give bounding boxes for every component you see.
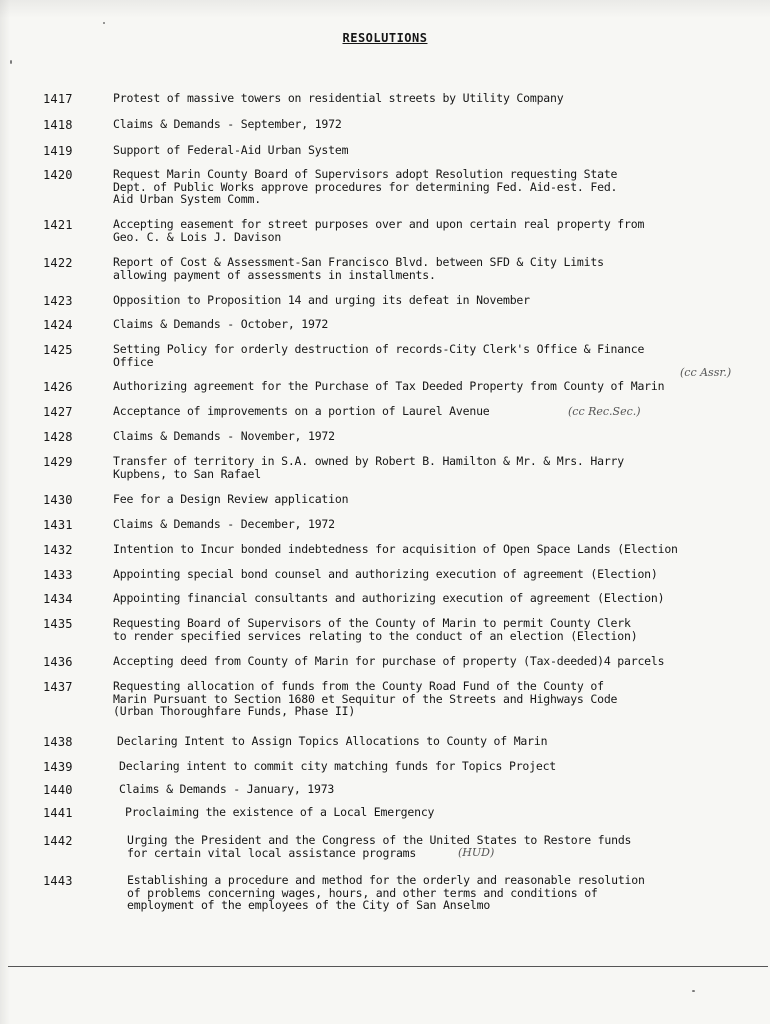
resolution-description: Protest of massive towers on residential streets by Utility Company <box>113 91 564 105</box>
resolution-description: Opposition to Proposition 14 and urging its defeat in November <box>113 293 530 307</box>
resolution-number: 1426 <box>43 380 73 394</box>
resolution-description: Establishing a procedure and method for the orderly and reasonable resolution of problems concerning wages, hours, and other terms and conditions of employment of the employees of the City of San Anselmo <box>127 873 645 912</box>
handwritten-annotation: (cc Assr.) <box>680 366 732 379</box>
resolution-description: Requesting Board of Supervisors of the County of Marin to permit County Clerk to render specified services relating to the conduct of an election (Election) <box>113 616 638 643</box>
resolution-number: 1428 <box>43 430 73 444</box>
resolution-description: Authorizing agreement for the Purchase of Tax Deeded Property from County of Marin <box>113 379 665 393</box>
resolution-number: 1424 <box>43 318 73 332</box>
resolution-number: 1441 <box>43 806 73 820</box>
resolution-description: Request Marin County Board of Supervisors adopt Resolution requesting State Dept. of Public Works approve procedures for determining Fed. Aid-est. Fed. Aid Urban System Comm. <box>113 167 618 206</box>
resolution-description: Proclaiming the existence of a Local Emergency <box>125 805 435 819</box>
resolution-description: Declaring intent to commit city matching funds for Topics Project <box>119 759 557 773</box>
resolution-number: 1443 <box>43 874 73 888</box>
resolution-description: Claims & Demands - December, 1972 <box>113 517 335 531</box>
resolution-number: 1440 <box>43 783 73 797</box>
resolution-number: 1421 <box>43 218 73 232</box>
resolution-description: Claims & Demands - September, 1972 <box>113 117 342 131</box>
resolution-description: Fee for a Design Review application <box>113 492 349 506</box>
resolution-number: 1419 <box>43 144 73 158</box>
resolution-description: Transfer of territory in S.A. owned by Robert B. Hamilton & Mr. & Mrs. Harry Kupbens, to San Rafael <box>113 454 624 481</box>
resolution-number: 1420 <box>43 168 73 182</box>
resolution-number: 1431 <box>43 518 73 532</box>
resolution-description: Urging the President and the Congress of the United States to Restore funds for certain vital local assistance programs <box>127 833 632 860</box>
resolution-number: 1432 <box>43 543 73 557</box>
scan-speck <box>103 22 105 24</box>
resolution-number: 1429 <box>43 455 73 469</box>
scan-speck <box>692 990 695 992</box>
resolution-number: 1435 <box>43 617 73 631</box>
resolution-number: 1423 <box>43 294 73 308</box>
resolution-description: Claims & Demands - January, 1973 <box>119 782 335 796</box>
resolution-number: 1430 <box>43 493 73 507</box>
handwritten-annotation: (cc Rec.Sec.) <box>568 405 641 418</box>
handwritten-annotation: (HUD) <box>458 846 495 859</box>
resolution-number: 1436 <box>43 655 73 669</box>
resolution-number: 1439 <box>43 760 73 774</box>
resolution-description: Acceptance of improvements on a portion of Laurel Avenue <box>113 404 490 418</box>
resolution-description: Appointing special bond counsel and authorizing execution of agreement (Election) <box>113 567 658 581</box>
resolution-number: 1433 <box>43 568 73 582</box>
resolution-description: Declaring Intent to Assign Topics Allocations to County of Marin <box>117 734 548 748</box>
resolution-number: 1437 <box>43 680 73 694</box>
resolution-description: Accepting deed from County of Marin for purchase of property (Tax-deeded)4 parcels <box>113 654 665 668</box>
resolution-number: 1418 <box>43 118 73 132</box>
resolution-number: 1422 <box>43 256 73 270</box>
resolution-number: 1438 <box>43 735 73 749</box>
resolution-number: 1434 <box>43 592 73 606</box>
resolution-description: Claims & Demands - October, 1972 <box>113 317 329 331</box>
page-title: RESOLUTIONS <box>342 31 428 45</box>
resolution-number: 1442 <box>43 834 73 848</box>
resolution-description: Requesting allocation of funds from the County Road Fund of the County of Marin Pursuant to Section 1680 et Sequitur of the Streets and Highways Code (Urban Thoroughfare Funds, Phase II) <box>113 679 618 718</box>
scan-speck <box>10 60 12 64</box>
bottom-rule <box>8 966 768 967</box>
resolution-description: Intention to Incur bonded indebtedness for acquisition of Open Space Lands (Election <box>113 542 678 556</box>
resolution-description: Setting Policy for orderly destruction of records-City Clerk's Office & Finance Office <box>113 342 645 369</box>
resolution-number: 1427 <box>43 405 73 419</box>
resolution-description: Appointing financial consultants and authorizing execution of agreement (Election) <box>113 591 665 605</box>
resolution-description: Claims & Demands - November, 1972 <box>113 429 335 443</box>
resolution-description: Support of Federal-Aid Urban System <box>113 143 349 157</box>
resolution-number: 1417 <box>43 92 73 106</box>
resolution-number: 1425 <box>43 343 73 357</box>
resolution-description: Accepting easement for street purposes over and upon certain real property from Geo. C. & Lois J. Davison <box>113 217 645 244</box>
resolution-description: Report of Cost & Assessment-San Francisco Blvd. between SFD & City Limits allowing payment of assessments in installments. <box>113 255 604 282</box>
